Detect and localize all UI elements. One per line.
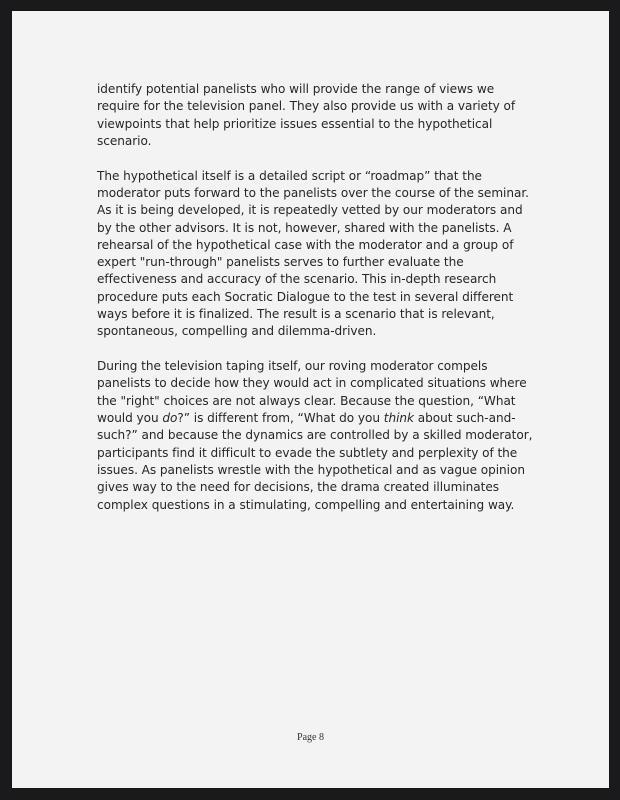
paragraph [97,168,537,341]
italic-text: think [383,411,414,426]
text-segment: identify potential panelists who will provide the range of views we require for the television panel. They also provide us with a variety of viewpoints that help prioritize issues essential to the hypothetical scenario. [97,82,516,148]
italic-text: do [162,411,178,426]
paragraph [97,81,537,150]
body-text [97,81,537,531]
page-number: Page 8 [297,732,324,743]
text-segment: The hypothetical itself is a detailed script or “roadmap” that the moderator puts forward to the panelists over the course of the seminar. As it is being developed, it is repeatedly vetted by our moderators and by the other advisors. It is not, however, shared with the panelists. A rehearsal of the hypothetical case with the moderator and a group of expert "run-through" panelists serves to further evaluate the effectiveness and accuracy of the scenario. This in-depth research procedure puts each Socratic Dialogue to the test in several different ways before it is finalized. The result is a scenario that is relevant, spontaneous, compelling and dilemma-driven. [97,168,529,339]
text-segment: During the television taping itself, our roving moderator compels panelists to decide how they would act in complicated situations where the "right" choices are not always clear. Because the question, “What would you [97,359,527,426]
document-page [12,11,609,788]
text-segment: ?” is different from, “What do you [177,411,384,426]
text-segment: about such-and-such?” and because the dynamics are controlled by a skilled moderator, participants find it difficult to evade the subtlety and perplexity of the issues. As panelists wrestle with the hypothetical and as vague opinion gives way to the need for decisions, the drama created illuminates complex questions in a stimulating, compelling and entertaining way. [97,411,533,512]
paragraph [97,358,537,514]
